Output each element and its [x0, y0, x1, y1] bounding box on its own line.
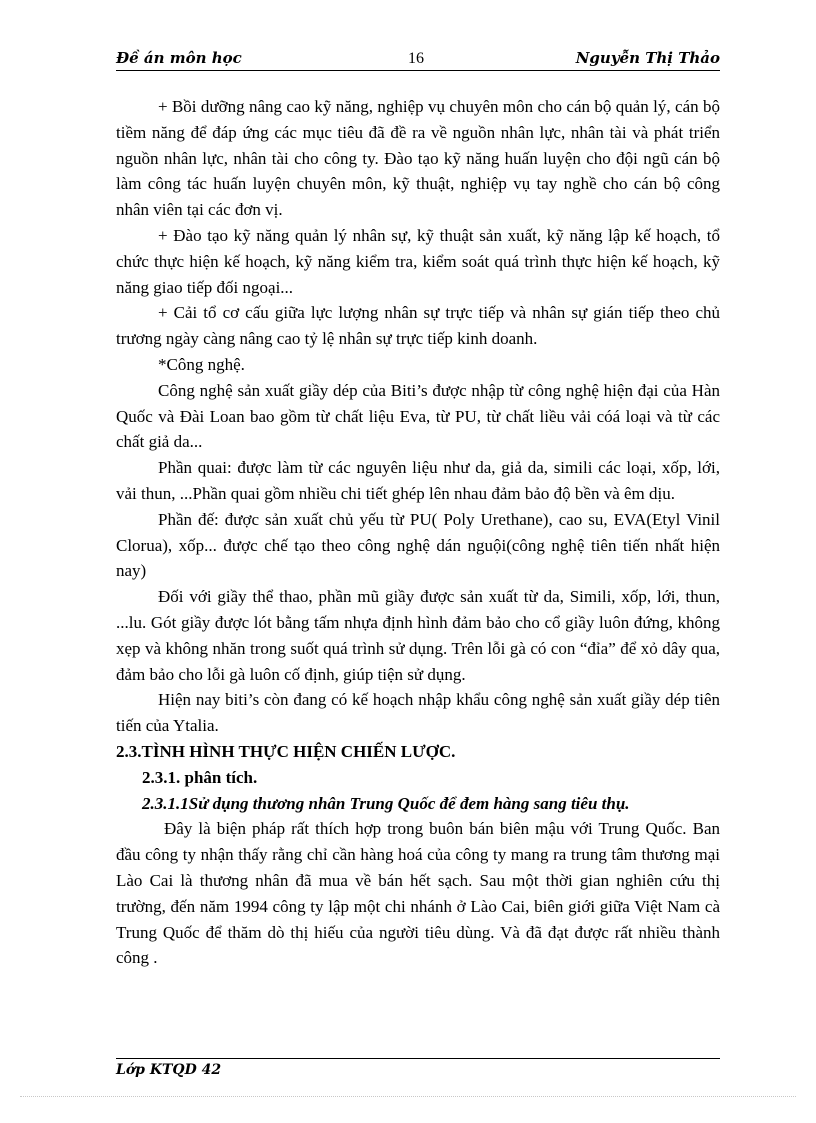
paragraph-training-skills: + Đào tạo kỹ năng quản lý nhân sự, kỹ thuật sản xuất, kỹ năng lập kế hoạch, tổ chức thực hiện kế hoạch, kỹ năng kiểm tra, kiểm soát quá trình thực hiện kế hoạch, kỹ năng giao tiếp đối ngoại...: [116, 225, 720, 297]
header-course-title: Đề án môn học: [116, 49, 242, 67]
section-heading: 2.3.TÌNH HÌNH THỰC HIỆN CHIẾN LƯỢC.: [116, 741, 456, 761]
page-number: 16: [408, 50, 424, 67]
paragraph-sport-shoes: Đối với giầy thể thao, phần mũ giầy được sản xuất từ da, Simili, xốp, lới, thun, ...lu. Gót giầy được lót bằng tấm nhựa định hình đảm bảo cho cổ giầy luôn đứng, không xẹp và không nhăn trong suốt quá trình sử dụng. Trên lỗi gà có con “đỉa” để xỏ dây qua, đảm bảo cho lỗi gà luôn cố định, giúp tiện sử dụng.: [116, 587, 720, 684]
paragraph-technology: Công nghệ sản xuất giầy dép của Biti’s được nhập từ công nghệ hiện đại của Hàn Quốc và Đài Loan bao gồm từ chất liệu Eva, từ PU, từ chất liều vải cóá loại và từ các chất giả da...: [116, 380, 720, 452]
paragraph-training-managers: + Bồi dưỡng nâng cao kỹ năng, nghiệp vụ chuyên môn cho cán bộ quản lý, cán bộ tiềm năng để đáp ứng các mục tiêu đã đề ra về nguồn nhân lực, nhân tài và phát triển nguồn nhân lực, nhân tài cho công ty. Đào tạo kỹ năng huấn luyện cho đội ngũ cán bộ làm công tác huấn luyện chuyên môn, kỹ thuật, nghiệp vụ tay nghề cho cán bộ công nhân viên tại các đơn vị.: [116, 97, 720, 220]
subheading-technology: *Công nghệ.: [158, 354, 245, 374]
header-author: Nguyễn Thị Thảo: [575, 49, 720, 67]
bottom-dotted-border: [20, 1096, 796, 1097]
page-header: [116, 48, 720, 71]
paragraph-traders: Đây là biện pháp rất thích hợp trong buôn bán biên mậu với Trung Quốc. Ban đầu công ty nhận thấy rằng chỉ cần hàng hoá của công ty mang ra trung tâm thương mại Lào Cai là thương nhân đã mua về bán hết sạch. Sau một thời gian nghiên cứu thị trường, đến năm 1994 công ty lập một chi nhánh ở Lào Cai, biên giới giữa Việt Nam cà Trung Quốc để thăm dò thị hiếu của người tiêu dùng. Và đã đạt được rất nhiều thành công .: [116, 819, 720, 968]
page-footer: Lớp KTQD 42: [116, 1062, 222, 1078]
document-body: [116, 94, 720, 971]
paragraph-import-plan: Hiện nay biti’s còn đang có kế hoạch nhập khẩu công nghệ sản xuất giầy dép tiên tiến của Ytalia.: [116, 690, 720, 736]
footer-rule: [116, 1058, 720, 1059]
paragraph-restructure: + Cải tổ cơ cấu giữa lực lượng nhân sự trực tiếp và nhân sự gián tiếp theo chủ trương ngày càng nâng cao tỷ lệ nhân sự trực tiếp kinh doanh.: [116, 303, 720, 349]
subsubsection-heading: 2.3.1.1Sử dụng thương nhân Trung Quốc để đem hàng sang tiêu thụ.: [142, 793, 630, 813]
paragraph-straps: Phần quai: được làm từ các nguyên liệu như da, giả da, simili các loại, xốp, lới, vải thun, ...Phần quai gồm nhiều chi tiết ghép lên nhau đảm bảo độ bền và êm dịu.: [116, 458, 720, 503]
subsection-heading: 2.3.1. phân tích.: [142, 767, 258, 787]
paragraph-soles: Phần đế: được sản xuất chủ yếu từ PU( Poly Urethane), cao su, EVA(Etyl Vinil Clorua), xốp... được chế tạo theo công nghệ dán nguội(công nghệ tiên tiến nhất hiện nay): [116, 509, 720, 581]
